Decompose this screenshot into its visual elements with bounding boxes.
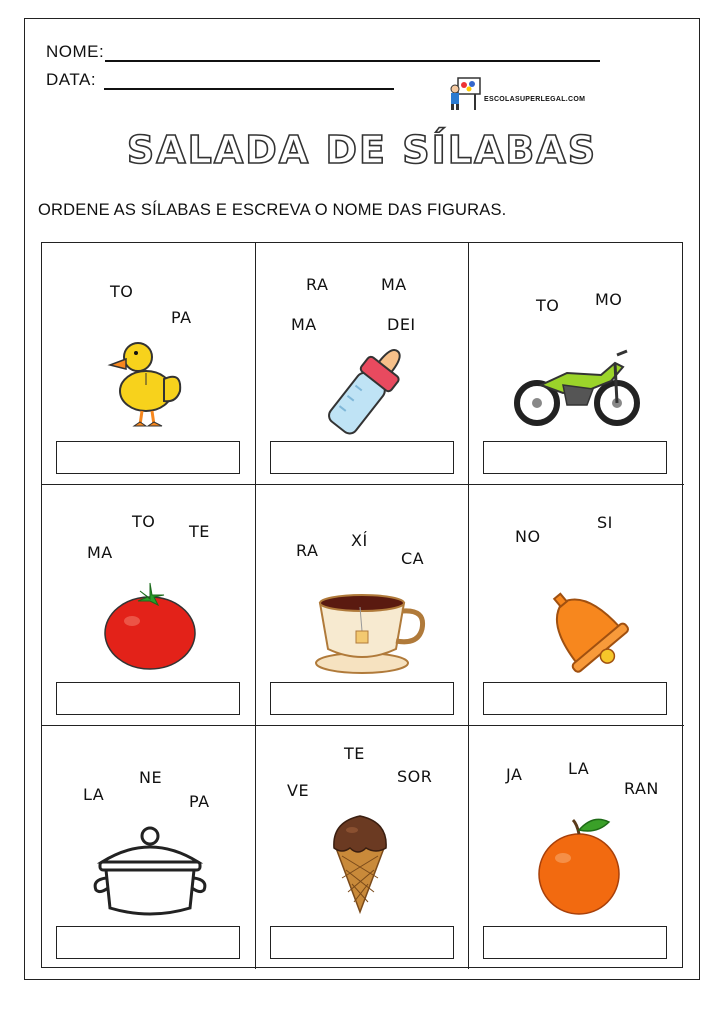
syllable: PA [171, 308, 192, 327]
syllable: PA [189, 792, 210, 811]
answer-box[interactable] [483, 926, 667, 959]
teacher-board-icon [448, 76, 482, 110]
answer-box[interactable] [483, 441, 667, 474]
syllable: MA [291, 315, 317, 334]
answer-box[interactable] [483, 682, 667, 715]
syllable: TE [344, 744, 365, 763]
logo-text: ESCOLASUPERLEGAL.COM [484, 96, 586, 103]
syllable: RA [296, 541, 319, 560]
baby-bottle-icon [318, 339, 418, 439]
motorcycle-icon [511, 345, 643, 429]
tomato-icon [102, 579, 198, 671]
answer-box[interactable] [270, 441, 454, 474]
card-ice-cream [256, 726, 469, 969]
site-logo [448, 76, 598, 110]
duck-icon [106, 331, 186, 431]
syllable-grid [41, 242, 683, 968]
date-label: DATA: [46, 70, 97, 89]
answer-box[interactable] [270, 926, 454, 959]
syllable: DEI [387, 315, 416, 334]
answer-box[interactable] [56, 441, 240, 474]
card-tomato [42, 485, 256, 726]
card-cooking-pot [42, 726, 256, 969]
syllable: TE [189, 522, 210, 541]
instruction-text: ORDENE AS SÍLABAS E ESCREVA O NOME DAS FIGURAS. [38, 201, 507, 219]
syllable: CA [401, 549, 425, 568]
card-duck [42, 243, 256, 485]
syllable: VE [287, 781, 310, 800]
syllable: LA [568, 759, 590, 778]
date-line[interactable] [104, 88, 394, 90]
syllable: NO [515, 527, 541, 546]
syllable: MA [381, 275, 407, 294]
answer-box[interactable] [270, 682, 454, 715]
name-line[interactable] [105, 60, 600, 62]
syllable: MO [595, 290, 623, 309]
syllable: JA [506, 765, 523, 784]
orange-icon [533, 812, 625, 916]
syllable: SOR [397, 767, 433, 786]
answer-box[interactable] [56, 682, 240, 715]
bell-icon [535, 581, 631, 673]
cooking-pot-icon [92, 822, 212, 920]
ice-cream-icon [330, 808, 390, 916]
syllable: LA [83, 785, 105, 804]
card-teacup [256, 485, 469, 726]
answer-box[interactable] [56, 926, 240, 959]
syllable: SI [597, 513, 613, 532]
card-bell [469, 485, 684, 726]
syllable: NE [139, 768, 163, 787]
syllable: RA [306, 275, 329, 294]
syllable: TO [132, 512, 156, 531]
page-title: SALADA DE SÍLABAS [126, 128, 598, 172]
syllable: MA [87, 543, 113, 562]
card-motorcycle [469, 243, 684, 485]
card-baby-bottle [256, 243, 469, 485]
syllable: TO [536, 296, 560, 315]
name-label: NOME: [46, 42, 105, 61]
syllable: RAN [624, 779, 659, 798]
syllable: XÍ [351, 531, 368, 550]
card-orange [469, 726, 684, 969]
teacup-icon [312, 589, 432, 675]
syllable: TO [110, 282, 134, 301]
